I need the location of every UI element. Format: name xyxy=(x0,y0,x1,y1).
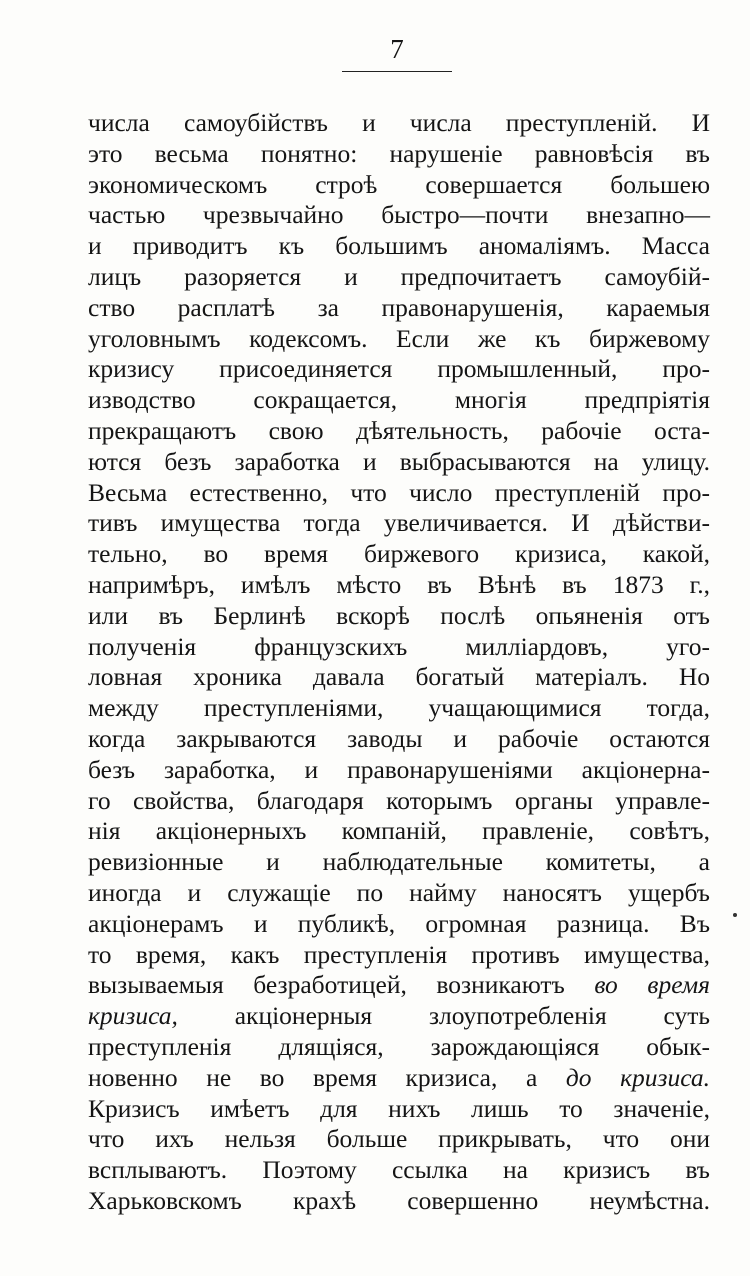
text-line xyxy=(88,970,710,1001)
text-line: нія акціонерныхъ компаній, правленіе, совѣтъ, xyxy=(88,816,710,846)
text-line: безъ заработка, и правонарушеніями акціонерна- xyxy=(88,754,710,784)
text-line: числа самоубійствъ и числа преступленій. И xyxy=(88,108,710,137)
italic-phrase: кризиса, xyxy=(88,1001,178,1031)
text-line xyxy=(88,1063,710,1094)
text-line: прекращаютъ свою дѣятельность, рабочіе оста- xyxy=(88,415,710,445)
page-number: 7 xyxy=(390,34,404,64)
text-line: Кризисъ имѣетъ для нихъ лишь то значеніе, xyxy=(88,1093,710,1123)
text-line: ревизіонные и наблюдательные комитеты, а xyxy=(88,847,710,877)
text-line: уголовнымъ кодексомъ. Если же къ биржевому xyxy=(88,323,710,353)
text-line: Харьковскомъ крахѣ совершенно неумѣстна. xyxy=(88,1185,710,1215)
text-line: напримѣръ, имѣлъ мѣсто въ Вѣнѣ въ 1873 г., xyxy=(88,569,710,599)
text-line: что ихъ нельзя больше прикрывать, что они xyxy=(88,1124,710,1154)
text-line: или въ Берлинѣ вскорѣ послѣ опьяненія отъ xyxy=(88,600,710,630)
text-line: то время, какъ преступленія противъ имущества, xyxy=(88,939,710,969)
text-line: го свойства, благодаря которымъ органы управле- xyxy=(88,785,710,815)
italic-phrase: во время xyxy=(594,970,710,1000)
text-line: кризису присоединяется промышленный, про- xyxy=(88,354,710,384)
text-line: ются безъ заработка и выбрасываются на улицу. xyxy=(88,446,710,476)
text-line: Весьма естественно, что число преступленій про- xyxy=(88,477,710,507)
text-line: ловная хроника давала богатый матеріалъ. Но xyxy=(88,662,710,692)
text-line-roman: акціонерныя злоупотребленія суть xyxy=(234,1001,711,1031)
text-line: тельно, во время биржевого кризиса, какой, xyxy=(88,539,710,569)
text-line: преступленія длящіяся, зарождающіяся обык- xyxy=(88,1031,710,1061)
italic-phrase: до кризиса. xyxy=(565,1062,711,1092)
text-line: это весьма понятно: нарушеніе равновѣсія въ xyxy=(88,138,710,168)
text-line: лицъ разоряется и предпочитаетъ самоубій- xyxy=(88,261,710,291)
text-line: ство расплатѣ за правонарушенія, караемыя xyxy=(88,292,710,322)
text-line-roman: вызываемыя безработицей, возникаютъ xyxy=(88,970,565,1000)
text-line: полученія французскихъ милліардовъ, уго- xyxy=(88,631,710,661)
text-line: всплываютъ. Поэтому ссылка на кризисъ въ xyxy=(88,1155,710,1185)
text-line: иногда и служащіе по найму наносятъ ущербъ xyxy=(88,877,710,907)
text-line: когда закрываются заводы и рабочіе остаются xyxy=(88,723,710,753)
text-line: частью чрезвычайно быстро—почти внезапно— xyxy=(88,200,710,230)
text-line: тивъ имущества тогда увеличивается. И дѣйстви- xyxy=(88,508,710,538)
text-line: экономическомъ строѣ совершается большею xyxy=(88,169,710,199)
text-line: между преступленіями, учащающимися тогда, xyxy=(88,693,710,723)
body-text xyxy=(88,108,710,1217)
print-speck xyxy=(733,913,737,917)
text-line: и приводитъ къ большимъ аномаліямъ. Масса xyxy=(88,231,710,261)
text-line: акціонерамъ и публикѣ, огромная разница. Въ xyxy=(88,908,710,938)
text-line xyxy=(88,1001,710,1032)
page-number-rule xyxy=(342,71,452,72)
text-line-roman: новенно не во время кризиса, а xyxy=(88,1062,538,1092)
text-line: изводство сокращается, многія предпріятія xyxy=(88,385,710,415)
